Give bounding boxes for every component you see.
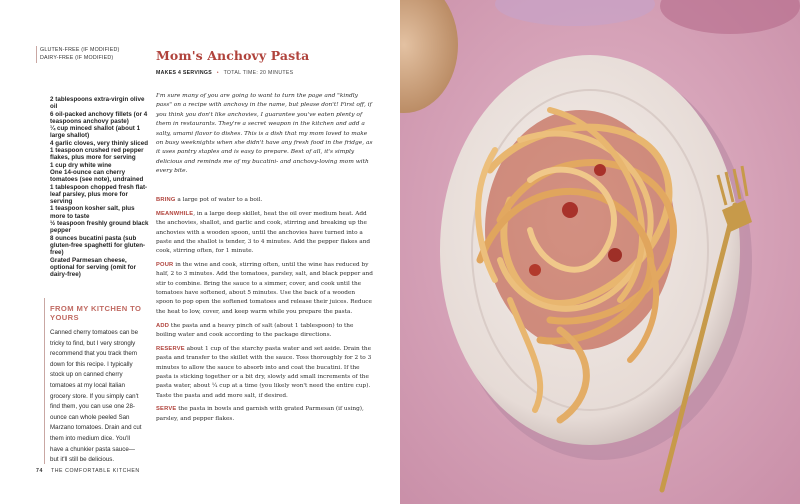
- method-step: [156, 261, 374, 317]
- method-step: [156, 322, 374, 341]
- step-text: the pasta and a heavy pinch of salt (about 1 tablespoon) to the boiling water and cook according to the package directions.: [156, 322, 354, 338]
- step-text: about 1 cup of the starchy pasta water and set aside. Drain the pasta and transfer to the skillet with the sauce. Toss thoroughly for 2 to 3 minutes to allow the sauce to absorb into and coat the bucatini. If the pasta is sticking together or a bit dry, slowly add small increments of the pasta water, about ¼ cup at a time (you likely won't need the entire cup). Taste the pasta and add more salt, if desired.: [156, 345, 372, 399]
- book-title: THE COMFORTABLE KITCHEN: [50, 468, 140, 474]
- total-time: TOTAL TIME: 20 MINUTES: [223, 70, 294, 76]
- ingredient-item: 1 teaspoon kosher salt, plus more to taste: [50, 205, 135, 220]
- method-step: [156, 210, 374, 257]
- method-steps: [156, 196, 374, 429]
- method-step: [156, 196, 374, 205]
- page-footer: [36, 468, 140, 474]
- step-keyword: POUR: [156, 262, 174, 269]
- ingredient-item: One 14-ounce can cherry tomatoes (see note), undrained: [50, 168, 144, 184]
- ingredient-item: ¼ cup minced shallot (about 1 large shallot): [50, 125, 141, 140]
- meta-separator: •: [216, 70, 219, 76]
- recipe-title: Mom's Anchovy Pasta: [156, 48, 310, 63]
- recipe-intro: I'm sure many of you are going to want to turn the page and "kindly pass" on a recipe with anchovy in the name, but please don't! First off, if you think you don't like anchovies, I guarantee you've eaten plenty of them in restaurants. They're a secret weapon in the kitchen and add a salty, umami flavor to dishes. This is a dish that my mom loved to make on busy weeknights when she didn't have any fresh food in the fridge, as it uses pantry staples and is easy to prepare. Best of all, it's simply delicious and reminds me of my bucatini- and anchovy-loving mom with every bite.: [156, 93, 373, 175]
- kitchen-note-body: Canned cherry tomatoes can be tricky to find, but I very strongly recommend that you track them down for this recipe. I typically stock up on canned cherry tomatoes at my local Italian grocery store. If you simply can't find them, you can use one 28-ounce can whole peeled San Marzano tomatoes. Drain and cut them into medium dice. You'll have a chunkier pasta sauce—but it'll still be delicious.: [50, 329, 142, 464]
- page-number: 74: [36, 468, 43, 474]
- ingredient-item: ½ teaspoon freshly ground black pepper: [50, 220, 149, 235]
- ingredient-item: 1 cup dry white wine: [50, 161, 112, 169]
- kitchen-note-heading: FROM MY KITCHEN TO YOURS: [50, 304, 142, 322]
- ingredient-item: 2 tablespoons extra-virgin olive oil: [50, 96, 145, 111]
- recipe-meta: [156, 70, 293, 76]
- ingredient-item: 1 teaspoon crushed red pepper flakes, plus more for serving: [50, 147, 144, 162]
- step-text: the pasta in bowls and garnish with grated Parmesan (if using), parsley, and pepper flakes.: [156, 406, 364, 422]
- step-text: in the wine and cook, stirring often, until the wine has reduced by half, 2 to 3 minutes. Add the tomatoes, parsley, salt, and black pepper and stir to combine. Bring the sauce to a simmer, cover, and cook until the tomatoes have softened, about 5 minutes. Use the back of a wooden spoon to pop open the softened tomatoes and release their juices. Reduce the heat to low, cover, and keep warm while you prepare the pasta.: [156, 262, 373, 315]
- servings: MAKES 4 SERVINGS: [156, 70, 213, 76]
- step-keyword: ADD: [156, 322, 170, 329]
- ingredient-item: Grated Parmesan cheese, optional for serving (omit for dairy-free): [50, 256, 137, 279]
- step-text: a large pot of water to a boil.: [175, 197, 263, 203]
- step-keyword: RESERVE: [156, 345, 185, 352]
- ingredient-item: 4 garlic cloves, very thinly sliced: [50, 139, 149, 147]
- step-keyword: BRING: [156, 197, 176, 203]
- diet-tag-dairy-free: DAIRY-FREE (IF MODIFIED): [40, 55, 114, 62]
- step-keyword: SERVE: [156, 406, 177, 413]
- pasta-photo-illustration: [400, 0, 800, 504]
- ingredient-item: 6 oil-packed anchovy fillets (or 4 teaspoons anchovy paste): [50, 110, 148, 125]
- step-text: , in a large deep skillet, heat the oil over medium heat. Add the anchovies, shallot, and garlic and cook, stirring and breaking up the anchovies with a wooden spoon, until the anchovies have turned into a paste and the shallot is tender, 3 to 4 minutes. Add the pepper flakes and cook, stirring often, for 1 minute.: [156, 210, 371, 255]
- method-step: [156, 345, 374, 401]
- pasta-photo: [400, 0, 800, 504]
- method-step: [156, 405, 374, 424]
- step-keyword: MEANWHILE: [156, 210, 194, 217]
- ingredient-item: 8 ounces bucatini pasta (sub gluten-free spaghetti for gluten-free): [50, 234, 146, 257]
- ingredient-item: 1 tablespoon chopped fresh flat-leaf parsley, plus more for serving: [50, 183, 148, 206]
- kitchen-note: [44, 298, 144, 464]
- ingredient-list: [50, 96, 150, 278]
- diet-tag-gluten-free: GLUTEN-FREE (IF MODIFIED): [40, 47, 120, 53]
- diet-tags: [36, 46, 136, 63]
